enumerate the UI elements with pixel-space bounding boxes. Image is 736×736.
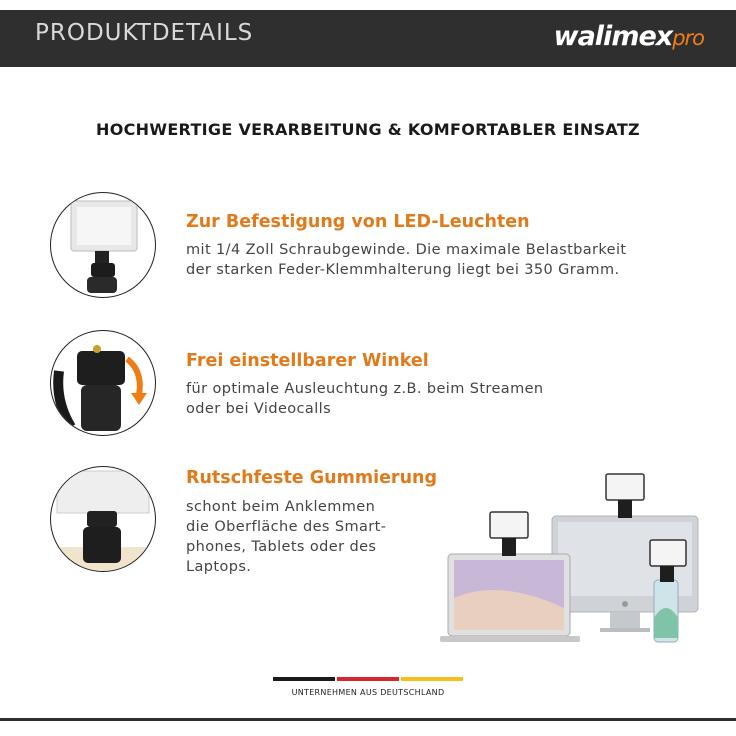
page-title: PRODUKTDETAILS — [35, 20, 254, 46]
feature-line: oder bei Videocalls — [186, 401, 332, 417]
feature-title: Zur Befestigung von LED-Leuchten — [186, 212, 530, 232]
flag-stripe-black — [273, 677, 335, 681]
brand-suffix: pro — [672, 26, 704, 50]
feature-text — [186, 379, 544, 419]
footer-text: UNTERNEHMEN AUS DEUTSCHLAND — [291, 688, 445, 697]
feature-title: Frei einstellbarer Winkel — [186, 351, 429, 371]
feature-line: der starken Feder-Klemmhalterung liegt bei 350 Gramm. — [186, 262, 620, 278]
brand-logo — [554, 21, 704, 52]
feature-line: phones, Tablets oder des — [186, 539, 377, 555]
rubber-clamp-icon — [50, 466, 156, 572]
flag-stripe-red — [337, 677, 399, 681]
brand-name: walimex — [553, 21, 673, 52]
header-bar — [0, 10, 736, 67]
feature-line: für optimale Ausleuchtung z.B. beim Streamen — [186, 381, 544, 397]
feature-line: mit 1/4 Zoll Schraubgewinde. Die maximale Belastbarkeit — [186, 242, 627, 258]
headline: HOCHWERTIGE VERARBEITUNG & KOMFORTABLER EINSATZ — [96, 120, 640, 139]
feature-line: die Oberfläche des Smart- — [186, 519, 387, 535]
feature-line: Laptops. — [186, 559, 252, 575]
led-light-mount-icon — [50, 192, 156, 298]
bottom-divider — [0, 718, 736, 721]
feature-line: schont beim Anklemmen — [186, 499, 376, 515]
feature-text — [186, 497, 386, 577]
devices-illustration — [440, 468, 710, 652]
feature-title: Rutschfeste Gummierung — [186, 468, 438, 488]
adjustable-angle-icon — [50, 330, 156, 436]
feature-text — [186, 240, 627, 280]
flag-stripe-gold — [401, 677, 463, 681]
